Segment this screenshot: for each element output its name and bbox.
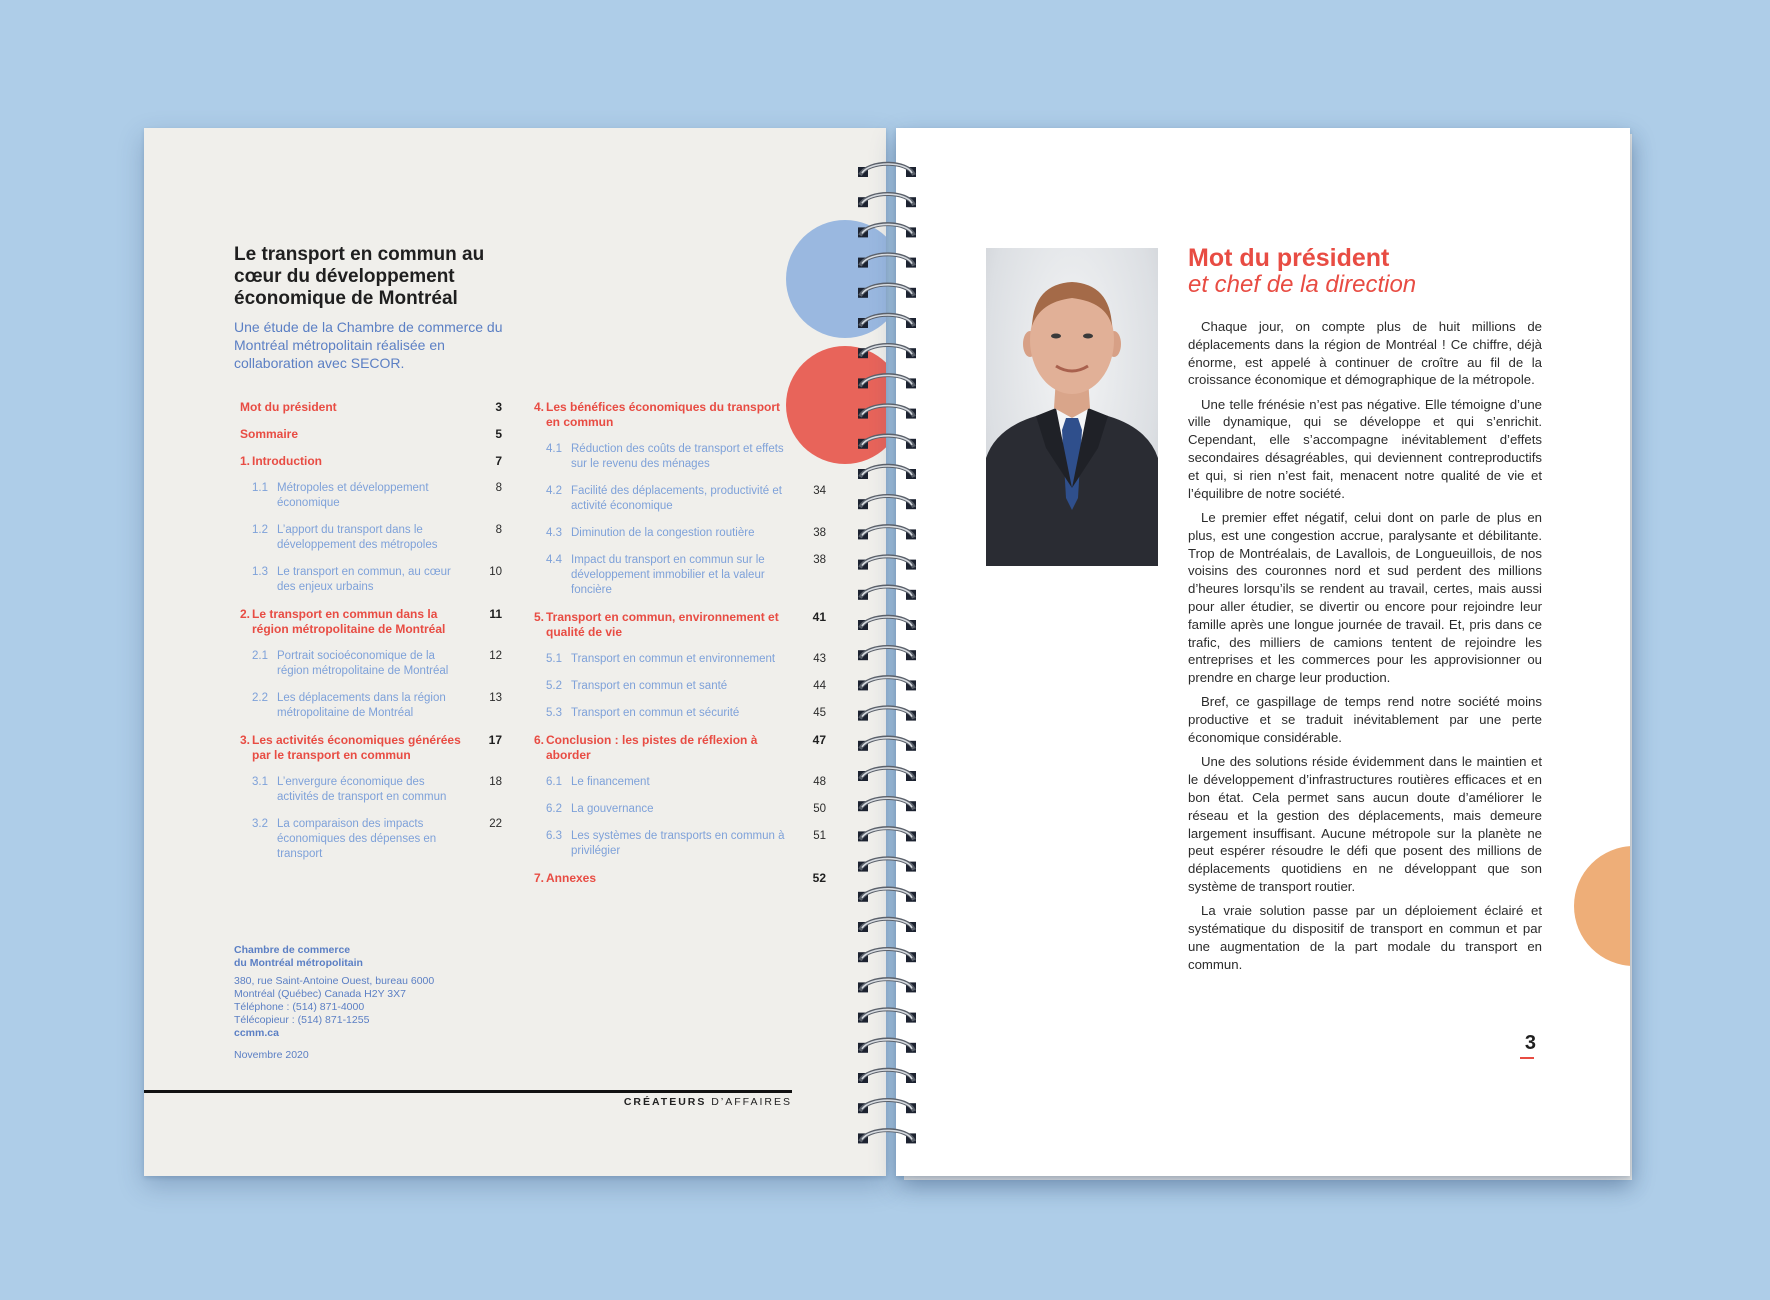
toc-entry-sub[interactable] (240, 775, 502, 805)
spiral-coil (858, 1070, 916, 1083)
toc-entry-page: 47 (812, 733, 826, 747)
toc-entry-text: Transport en commun et environnement (571, 653, 776, 665)
city-address: Montréal (Québec) Canada H2Y 3X7 (234, 988, 406, 1000)
toc-entry-number: 5. (534, 610, 545, 624)
address-block (234, 944, 494, 1062)
toc-entry-text: Le transport en commun dans la région métropolitaine de Montréal (252, 607, 446, 636)
section-subtitle: et chef de la direction (1188, 271, 1417, 298)
toc-entry-page: 52 (812, 871, 826, 885)
page-number-underline (1520, 1057, 1534, 1059)
toc-entry-page: 41 (812, 610, 826, 624)
spiral-coil (858, 587, 916, 600)
toc-entry-page: 8 (495, 524, 502, 536)
spiral-coil (858, 1009, 916, 1022)
toc-entry-text: Introduction (252, 454, 322, 468)
toc-entry-text: Réduction des coûts de transport et effets sur le revenu des ménages (571, 443, 784, 470)
toc-column-1 (240, 400, 502, 874)
paragraph: La vraie solution passe par un déploiement éclairé et systématique du dispositif de transport en commun et par une augmentation de la part modale du transport en commun. (1188, 903, 1542, 972)
toc-entry-sub[interactable] (534, 484, 826, 514)
spiral-coil (858, 919, 916, 932)
toc-entry-text: Portrait socioéconomique de la région métropolitaine de Montréal (277, 650, 449, 677)
spiral-coil (858, 466, 916, 479)
toc-entry-sub[interactable] (534, 442, 826, 472)
toc-entry-page: 11 (489, 607, 502, 621)
toc-entry-number: 5.1 (546, 653, 562, 665)
body-text (1188, 318, 1542, 980)
toc-entry-page: 45 (813, 707, 826, 719)
toc-entry-number: 2.1 (252, 650, 268, 662)
spiral-coil (858, 345, 916, 358)
toc-entry-main[interactable] (534, 871, 826, 886)
org-line-1: Chambre de commerce (234, 944, 351, 956)
spiral-coil (858, 617, 916, 630)
toc-entry-text: La gouvernance (571, 803, 654, 815)
spiral-coil (858, 436, 916, 449)
toc-entry-number: 4.2 (546, 485, 562, 497)
toc-entry-sub[interactable] (240, 691, 502, 721)
spiral-coil (858, 979, 916, 992)
toc-entry-sub[interactable] (240, 523, 502, 553)
toc-entry-number: 3. (240, 733, 251, 747)
toc-entry-main[interactable] (240, 454, 502, 469)
toc-entry-sub[interactable] (534, 679, 826, 694)
toc-entry-page: 10 (489, 566, 502, 578)
toc-entry-text: Métropoles et développement économique (277, 482, 429, 509)
toc-entry-page: 8 (495, 482, 502, 494)
toc-entry-page: 18 (489, 776, 502, 788)
spiral-coil (858, 285, 916, 298)
toc-entry-page: 12 (489, 650, 502, 662)
toc-entry-page: 50 (813, 803, 826, 815)
street-address: 380, rue Saint-Antoine Ouest, bureau 6000 (234, 975, 435, 987)
toc-entry-sub[interactable] (240, 649, 502, 679)
spiral-coil (858, 677, 916, 690)
spiral-coil (858, 496, 916, 509)
toc-entry-main[interactable] (240, 400, 502, 415)
section-title: Mot du président (1188, 244, 1390, 272)
toc-entry-sub[interactable] (240, 817, 502, 862)
toc-entry-number: 6.3 (546, 830, 562, 842)
toc-entry-text: Les bénéfices économiques du transport en commun (546, 400, 781, 429)
spiral-coil (858, 375, 916, 388)
toc-entry-number: 1.3 (252, 566, 268, 578)
toc-entry-sub[interactable] (534, 706, 826, 721)
toc-entry-text: Le financement (571, 776, 650, 788)
document-title: Le transport en commun au cœur du développement économique de Montréal (234, 244, 485, 309)
toc-entry-page: 34 (813, 485, 826, 497)
toc-entry-number: 6.2 (546, 803, 562, 815)
organization-name (234, 944, 494, 970)
toc-entry-text: La comparaison des impacts économiques des dépenses en transport (277, 818, 437, 860)
toc-entry-sub[interactable] (240, 565, 502, 595)
toc-entry-text: Les systèmes de transports en commun à privilégier (571, 830, 785, 857)
paragraph: Le premier effet négatif, celui dont on parle de plus en plus, est une congestion accrue, paralysante et débilitante. Trop de Montréalais, de Lavallois, de Longueuillois, de nos voisins des couronnes nord et sud perdent des millions d’heures lorsqu’ils se rendent au travail, certes, mais aussi pour aller étudier, se divertir ou encore pour rejoindre leur famille après une longue journée de travail. Et, pris dans ce trafic, des milliers de camions tentent de rejoindre les entreprises et les commerces pour les approvisionner ou prendre en charge leur production. (1188, 509, 1542, 686)
toc-entry-text: Transport en commun, environnement et qualité de vie (546, 610, 779, 639)
toc-entry-page: 22 (489, 818, 502, 830)
spiral-coil (858, 949, 916, 962)
phone-number: Téléphone : (514) 871-4000 (234, 1001, 365, 1013)
toc-entry-text: Transport en commun et santé (571, 680, 728, 692)
toc-entry-number: 6. (534, 733, 545, 747)
spiral-coil (858, 828, 916, 841)
page-number: 3 (1524, 1032, 1536, 1054)
spiral-coil (858, 798, 916, 811)
spiral-coil (858, 224, 916, 237)
toc-entry-number: 5.2 (546, 680, 562, 692)
toc-entry-page: 38 (813, 527, 826, 539)
spiral-coil (858, 194, 916, 207)
toc-entry-page: 51 (813, 830, 826, 842)
spiral-coil (858, 526, 916, 539)
paragraph: Une des solutions réside évidemment dans le maintien et le développement d’infrastructures routières efficaces et en bon état. Cela permet sans aucun doute d’améliorer le réseau et la gestion des déplacements, mais demeure largement insuffisant. Aucune métropole sur la planète ne peut espérer résoudre le défi que posent des millions de déplacements quotidiens en ne développant que son système de transport routier. (1188, 754, 1542, 894)
toc-entry-number: 3.2 (252, 818, 268, 830)
toc-entry-number: 5.3 (546, 707, 562, 719)
toc-entry-page: 3 (495, 400, 502, 414)
footer-rule (144, 1090, 792, 1093)
orange-tab-circle (1574, 846, 1630, 966)
spiral-coil (858, 889, 916, 902)
toc-entry-number: 1.2 (252, 524, 268, 536)
publication-date: Novembre 2020 (234, 1049, 309, 1061)
right-page (896, 128, 1630, 1176)
toc-entry-text: Les déplacements dans la région métropolitaine de Montréal (277, 692, 446, 719)
toc-entry-sub[interactable] (534, 802, 826, 817)
toc-entry-page: 17 (488, 733, 502, 747)
toc-entry-text: Les activités économiques générées par le transport en commun (252, 733, 461, 762)
spiral-coil (858, 315, 916, 328)
toc-entry-number: 4.1 (546, 443, 562, 455)
spiral-coil (858, 405, 916, 418)
toc-entry-main[interactable] (240, 607, 502, 637)
toc-entry-text: Diminution de la congestion routière (571, 527, 755, 539)
toc-entry-text: L’apport du transport dans le développement des métropoles (277, 524, 438, 551)
toc-entry-number: 2. (240, 607, 251, 621)
spiral-coil (858, 647, 916, 660)
toc-entry-sub[interactable] (534, 775, 826, 790)
toc-entry-page: 5 (495, 427, 502, 441)
paragraph: Une telle frénésie n’est pas négative. Elle témoigne d’une ville dynamique, qui se développe et qui s’enrichit. Cependant, elle s’accompagne inévitablement d’effets secondaires désagréables, qui deviennent contreproductifs et qui, si rien n’est fait, menacent notre qualité de vie et l’équilibre de notre société. (1188, 396, 1542, 501)
toc-entry-main[interactable] (534, 400, 826, 430)
toc-entry-number: 4. (534, 400, 545, 414)
toc-column-2 (534, 400, 826, 898)
toc-entry-number: 7. (534, 871, 545, 885)
toc-entry-main[interactable] (240, 427, 502, 442)
spiral-coil (858, 556, 916, 569)
toc-entry-page: 44 (813, 680, 826, 692)
toc-entry-text: Le transport en commun, au cœur des enjeux urbains (277, 566, 451, 593)
portrait-illustration (986, 248, 1158, 566)
left-page (144, 128, 886, 1176)
toc-entry-sub[interactable] (534, 652, 826, 667)
paragraph: Chaque jour, on compte plus de huit millions de déplacements dans la région de Montréal ! Ce chiffre, déjà énorme, est appelé à continuer de croître au fil de la croissance économique et démographique de la métropole. (1188, 319, 1542, 388)
toc-entry-main[interactable] (534, 610, 826, 640)
spiral-coil (858, 1040, 916, 1053)
spiral-coil (858, 768, 916, 781)
toc-entry-main[interactable] (240, 733, 502, 763)
toc-entry-text: Annexes (546, 871, 597, 885)
spiral-coil (858, 738, 916, 751)
toc-entry-number: 6.1 (546, 776, 562, 788)
brand-rest: D’AFFAIRES (706, 1096, 792, 1108)
spiral-coil (858, 1100, 916, 1113)
toc-entry-text: Facilité des déplacements, productivité et activité économique (571, 485, 782, 512)
spiral-coil (858, 1130, 916, 1143)
toc-entry-text: Sommaire (240, 427, 299, 441)
org-line-2: du Montréal métropolitain (234, 957, 363, 969)
document-subtitle: Une étude de la Chambre de commerce du Montréal métropolitain réalisée en collaboration avec SECOR. (234, 319, 503, 371)
spiral-coil (858, 858, 916, 871)
toc-entry-page: 48 (813, 776, 826, 788)
toc-entry-page: 43 (813, 653, 826, 665)
toc-entry-text: Transport en commun et sécurité (571, 707, 740, 719)
toc-entry-sub[interactable] (534, 553, 826, 598)
toc-entry-number: 1. (240, 454, 251, 468)
spiral-coil (858, 254, 916, 267)
toc-entry-sub[interactable] (534, 526, 826, 541)
fax-number: Télécopieur : (514) 871-1255 (234, 1014, 370, 1026)
toc-entry-number: 2.2 (252, 692, 268, 704)
spiral-coil (858, 164, 916, 177)
toc-entry-text: L’envergure économique des activités de transport en commun (277, 776, 447, 803)
toc-entry-number: 4.3 (546, 527, 562, 539)
spiral-coil (858, 707, 916, 720)
toc-entry-page: 13 (489, 692, 502, 704)
toc-entry-page: 38 (813, 554, 826, 566)
toc-entry-text: Impact du transport en commun sur le développement immobilier et la valeur foncière (571, 554, 765, 596)
president-portrait-photo (986, 248, 1158, 566)
toc-entry-main[interactable] (534, 733, 826, 763)
toc-entry-page: 7 (495, 454, 502, 468)
toc-entry-number: 4.4 (546, 554, 562, 566)
toc-entry-text: Mot du président (240, 400, 337, 414)
toc-entry-sub[interactable] (240, 481, 502, 511)
brand-tagline (614, 1096, 792, 1108)
toc-entry-sub[interactable] (534, 829, 826, 859)
brand-bold: CRÉATEURS (623, 1096, 707, 1108)
toc-entry-text: Conclusion : les pistes de réflexion à aborder (546, 733, 758, 762)
website-link[interactable]: ccmm.ca (234, 1027, 279, 1039)
paragraph: Bref, ce gaspillage de temps rend notre société moins productive et se traduit inévitablement par une perte économique considérable. (1188, 694, 1542, 746)
toc-entry-number: 3.1 (252, 776, 268, 788)
toc-entry-number: 1.1 (252, 482, 268, 494)
spiral-binding (848, 150, 928, 1160)
